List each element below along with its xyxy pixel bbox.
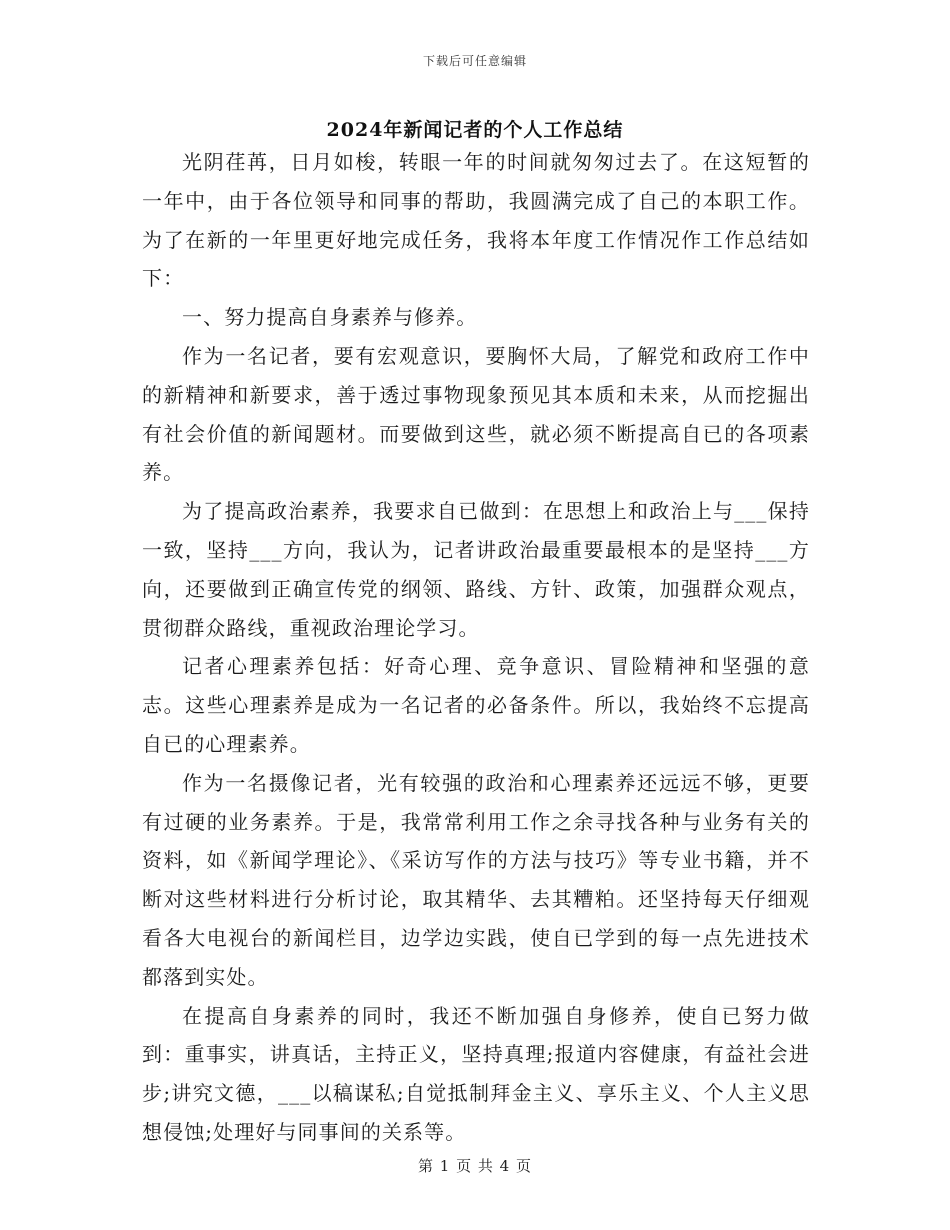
paragraph-psychological: 记者心理素养包括：好奇心理、竞争意识、冒险精神和坚强的意志。这些心理素养是成为一名记者的必备条件。所以，我始终不忘提高自已的心理素养。 (142, 654, 810, 756)
paragraph-political: 为了提高政治素养，我要求自已做到：在思想上和政治上与___保持一致，坚持___方向，我认为，记者讲政治最重要最根本的是坚持___方向，还要做到正确宣传党的纲领、路线、方针、政策，加强群众观点，贯彻群众路线，重视政治理论学习。 (142, 499, 810, 640)
paragraph-cultivation: 在提高自身素养的同时，我还不断加强自身修养，使自已努力做到：重事实，讲真话，主持正义，坚持真理;报道内容健康，有益社会进步;讲究文德，___以稿谋私;自觉抵制拜金主义、享乐主义、个人主义思想侵蚀;处理好与同事间的关系等。 (142, 1003, 810, 1144)
document-title: 2024年新闻记者的个人工作总结 (326, 119, 624, 141)
paragraph-intro: 光阴荏苒，日月如梭，转眼一年的时间就匆匆过去了。在这短暂的一年中，由于各位领导和同事的帮助，我圆满完成了自己的本职工作。为了在新的一年里更好地完成任务，我将本年度工作情况作工作总结如下： (142, 150, 810, 291)
document-body (142, 143, 810, 1152)
section-heading: 一、努力提高自身素养与修养。 (182, 305, 478, 330)
paragraph-professional: 作为一名摄像记者，光有较强的政治和心理素养还远远不够，更要有过硬的业务素养。于是，我常常利用工作之余寻找各种与业务有关的资料，如《新闻学理论》、《采访写作的方法与技巧》等专业书籍，并不断对这些材料进行分析讨论，取其精华、去其糟粕。还坚持每天仔细观看各大电视台的新闻栏目，边学边实践，使自已学到的每一点先进技术都落到实处。 (142, 770, 810, 989)
paragraph-awareness: 作为一名记者，要有宏观意识，要胸怀大局，了解党和政府工作中的新精神和新要求，善于透过事物现象预见其本质和未来，从而挖掘出有社会价值的新闻题材。而要做到这些，就必须不断提高自已的各项素养。 (142, 343, 810, 485)
page-number: 第 1 页 共 4 页 (418, 1157, 532, 1175)
header-note: 下载后可任意编辑 (422, 54, 527, 68)
